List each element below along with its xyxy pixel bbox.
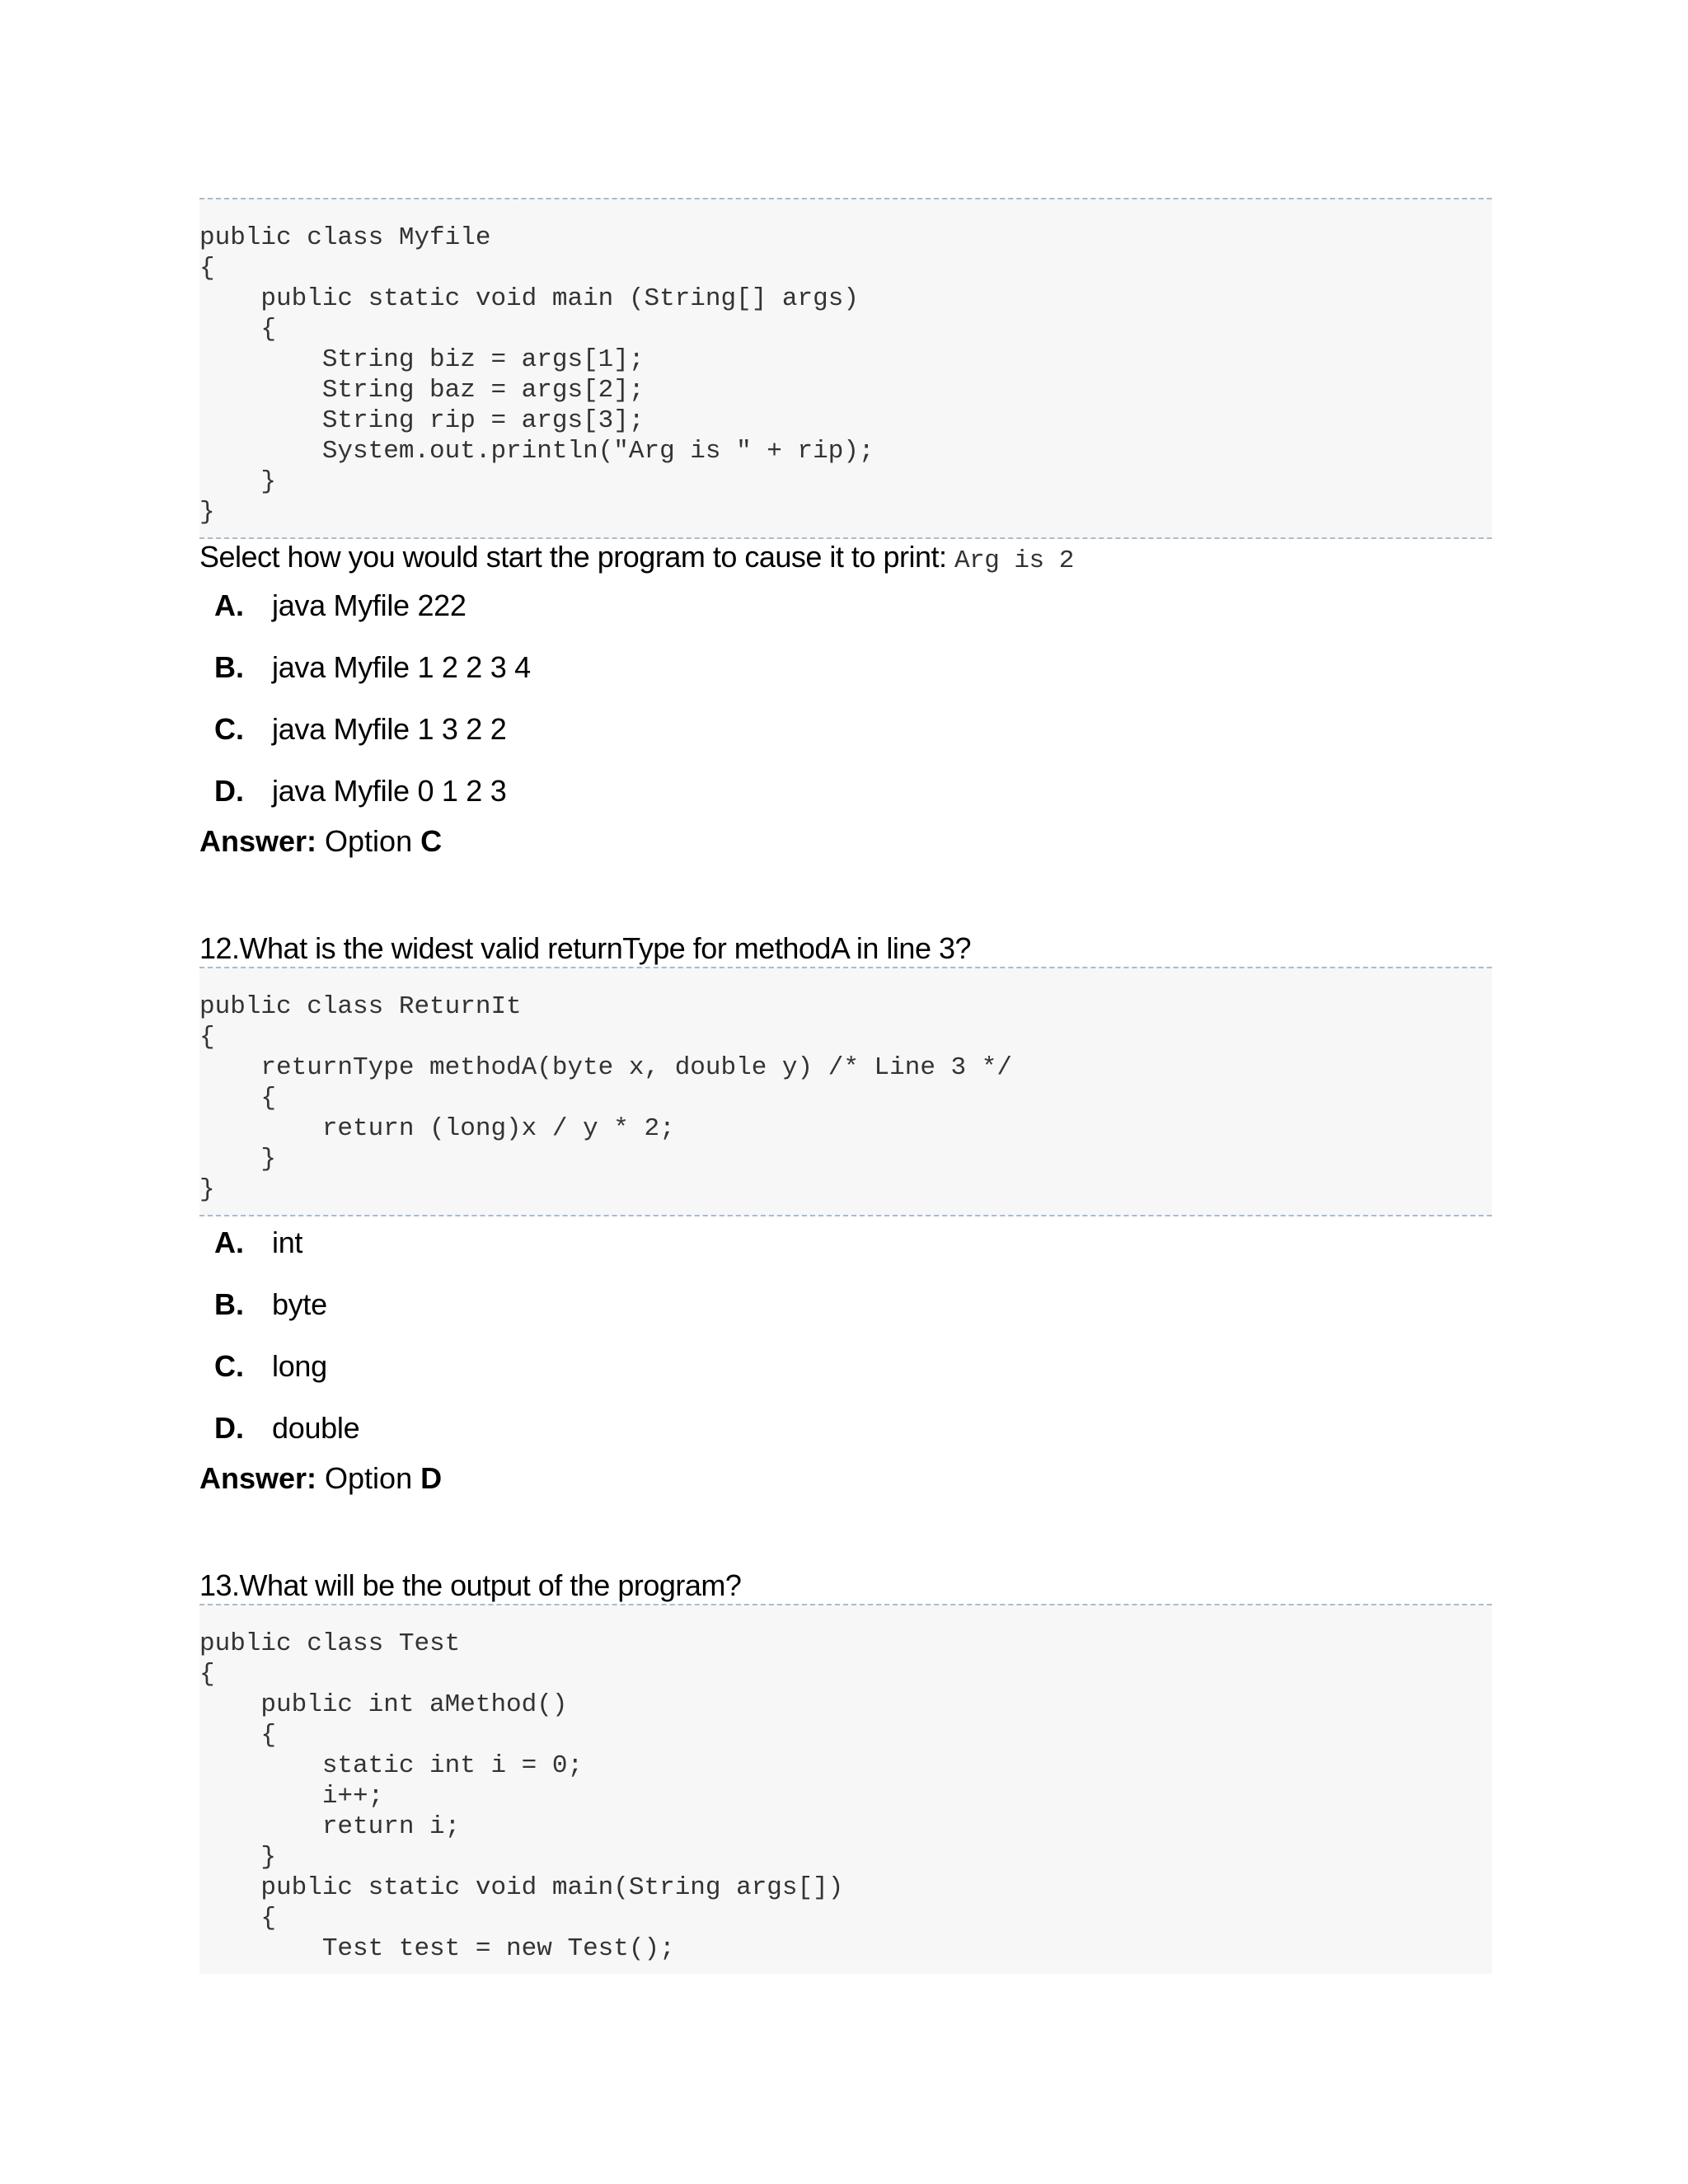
code-line: return i; [199, 1812, 461, 1841]
answer-label: Answer: [199, 1461, 317, 1495]
code-line: public class Myfile [199, 223, 491, 252]
option-b[interactable] [199, 649, 1492, 711]
answer-text: Option [316, 1461, 421, 1495]
question-title: 12.What is the widest valid returnType for methodA in line 3? [199, 931, 972, 965]
option-letter: C. [214, 712, 244, 746]
code-block-test [199, 1604, 1492, 1974]
question-prompt [199, 539, 1492, 579]
option-text: java Myfile 222 [272, 588, 467, 622]
code-block-myfile [199, 198, 1492, 539]
code-line: { [199, 1084, 277, 1113]
option-letter: D. [214, 774, 244, 808]
option-c[interactable] [199, 1348, 1492, 1410]
spacer [199, 1497, 1492, 1568]
answer-label: Answer: [199, 824, 317, 858]
option-letter: A. [214, 588, 244, 622]
code-line: { [199, 1904, 277, 1933]
code-line: { [199, 1721, 277, 1750]
option-c[interactable] [199, 711, 1492, 773]
option-text: java Myfile 1 2 2 3 4 [272, 650, 531, 684]
code-line: } [199, 1843, 277, 1872]
code-line: public int aMethod() [199, 1690, 568, 1719]
code-line: { [199, 1660, 215, 1689]
option-text: long [272, 1349, 327, 1383]
option-text: byte [272, 1287, 327, 1321]
document-page [199, 198, 1492, 1974]
code-line: public class Test [199, 1629, 461, 1658]
code-line: String biz = args[1]; [199, 345, 645, 374]
option-text: java Myfile 0 1 2 3 [272, 774, 507, 808]
answer-line [199, 823, 1492, 860]
code-line: } [199, 467, 277, 496]
option-list [199, 1225, 1492, 1472]
option-letter: B. [214, 1287, 244, 1321]
code-block-returnit [199, 967, 1492, 1216]
option-letter: A. [214, 1226, 244, 1259]
code-line: System.out.println("Arg is " + rip); [199, 437, 874, 466]
code-line: public static void main(String args[]) [199, 1873, 844, 1902]
option-list [199, 588, 1492, 835]
answer-line [199, 1460, 1492, 1497]
answer-text: Option [316, 824, 421, 858]
code-line: { [199, 315, 277, 344]
code-line: } [199, 1145, 277, 1174]
option-a[interactable] [199, 1225, 1492, 1286]
option-letter: C. [214, 1349, 244, 1383]
code-line: } [199, 498, 215, 527]
code-line: public static void main (String[] args) [199, 284, 859, 313]
code-line: { [199, 254, 215, 283]
option-b[interactable] [199, 1286, 1492, 1348]
option-letter: B. [214, 650, 244, 684]
prompt-text: Select how you would start the program to cause it to print: [199, 540, 954, 574]
code-line: String baz = args[2]; [199, 376, 645, 405]
option-text: java Myfile 1 3 2 2 [272, 712, 507, 746]
option-text: double [272, 1411, 360, 1445]
option-text: int [272, 1226, 303, 1259]
answer-option: C [420, 824, 443, 858]
code-line: i++; [199, 1782, 384, 1811]
option-letter: D. [214, 1411, 244, 1445]
question-title: 13.What will be the output of the program? [199, 1568, 742, 1602]
code-line: return (long)x / y * 2; [199, 1114, 675, 1143]
option-a[interactable] [199, 588, 1492, 649]
code-line: { [199, 1023, 215, 1052]
spacer [199, 860, 1492, 930]
code-line: } [199, 1175, 215, 1204]
code-line: Test test = new Test(); [199, 1934, 675, 1963]
code-line: public class ReturnIt [199, 992, 522, 1021]
code-line: static int i = 0; [199, 1751, 584, 1780]
prompt-inline-code: Arg is 2 [954, 546, 1074, 575]
answer-option: D [420, 1461, 443, 1495]
code-line: returnType methodA(byte x, double y) /* Line 3 */ [199, 1053, 1012, 1082]
code-line: String rip = args[3]; [199, 406, 645, 435]
